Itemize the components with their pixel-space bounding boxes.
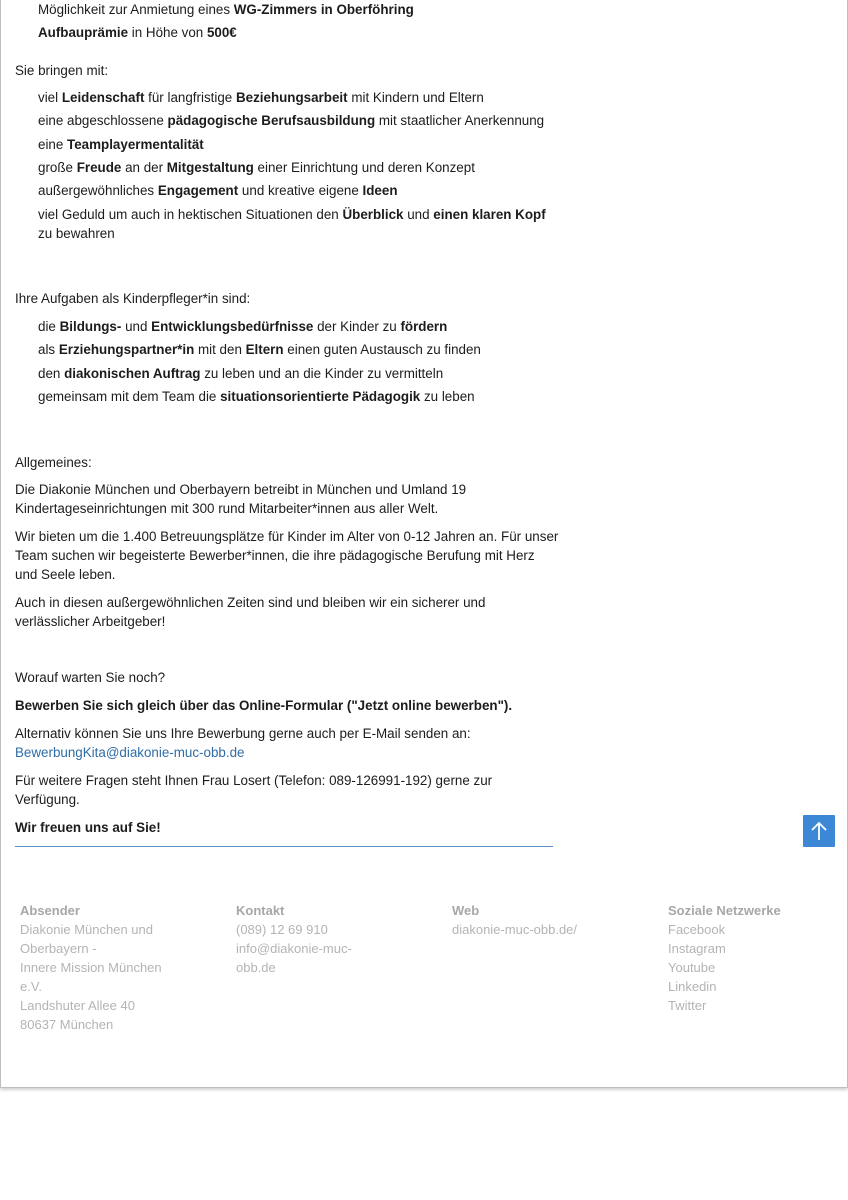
- footer-contact-email-continued[interactable]: obb.de: [236, 960, 276, 975]
- footer-web: [452, 901, 642, 939]
- footer-web-heading: Web: [452, 903, 480, 918]
- social-link-facebook[interactable]: Facebook: [668, 922, 726, 937]
- task-item: die Bildungs- und Entwicklungsbedürfnisse der Kinder zu fördern: [38, 319, 448, 334]
- closing-text: Wir freuen uns auf Sie!: [15, 820, 161, 835]
- footer-sender-heading: Absender: [20, 903, 80, 918]
- profile-item: eine abgeschlossene pädagogische Berufsausbildung mit staatlicher Anerkennung: [38, 113, 545, 128]
- footer-sender-line: 80637 München: [20, 1017, 114, 1032]
- footer-sender-line: e.V.: [20, 979, 42, 994]
- footer-sender-line: Oberbayern -: [20, 941, 97, 956]
- arrow-up-icon: [803, 815, 835, 847]
- profile-item: viel Leidenschaft für langfristige Beziehungsarbeit mit Kindern und Eltern: [38, 90, 484, 105]
- footer-web-link[interactable]: diakonie-muc-obb.de/: [452, 922, 578, 937]
- footer-contact-email[interactable]: info@diakonie-muc-: [236, 941, 352, 956]
- offer-item-bonus: Aufbauprämie in Höhe von 500€: [38, 25, 237, 40]
- footer-sender: [20, 901, 210, 1034]
- tasks-heading: Ihre Aufgaben als Kinderpfleger*in sind:: [15, 291, 251, 306]
- footer-sender-line: Innere Mission München: [20, 960, 162, 975]
- task-item: als Erziehungspartner*in mit den Eltern einen guten Austausch zu finden: [38, 342, 481, 357]
- social-link-twitter[interactable]: Twitter: [668, 998, 707, 1013]
- general-paragraph-3: Auch in diesen außergewöhnlichen Zeiten sind und bleiben wir ein sicherer und verlässlicher Arbeitgeber!: [15, 595, 486, 629]
- footer-contact: [236, 901, 426, 977]
- footer-contact-heading: Kontakt: [236, 903, 285, 918]
- apply-cta: Bewerben Sie sich gleich über das Online-Formular ("Jetzt online bewerben").: [15, 698, 513, 713]
- task-item: gemeinsam mit dem Team die situationsorientierte Pädagogik zu leben: [38, 389, 475, 404]
- general-heading: Allgemeines:: [15, 455, 92, 470]
- footer-contact-phone[interactable]: (089) 12 69 910: [236, 922, 328, 937]
- profile-item: viel Geduld um auch in hektischen Situationen den Überblick und einen klaren Kopf: [38, 207, 546, 222]
- section-divider: [15, 846, 553, 847]
- offer-item-room: Möglichkeit zur Anmietung eines WG-Zimmers in Oberföhring: [38, 2, 414, 17]
- scroll-to-top-button[interactable]: [803, 815, 835, 847]
- questions-paragraph: Für weitere Fragen steht Ihnen Frau Losert (Telefon: 089-126991-192) gerne zur Verfügung.: [15, 773, 493, 807]
- social-link-instagram[interactable]: Instagram: [668, 941, 726, 956]
- general-paragraph-2: Wir bieten um die 1.400 Betreuungsplätze für Kinder im Alter von 0-12 Jahren an. Für unser Team suchen wir begeisterte Bewerber*innen, die ihre pädagogische Berufung mit Herz und Seele leben.: [15, 529, 559, 582]
- profile-item: eine Teamplayermentalität: [38, 137, 204, 152]
- profile-item: außergewöhnliches Engagement und kreative eigene Ideen: [38, 183, 398, 198]
- profile-heading: Sie bringen mit:: [15, 63, 109, 78]
- general-paragraph-1: Die Diakonie München und Oberbayern betreibt in München und Umland 19 Kindertageseinrichtungen mit 300 rund Mitarbeiter*innen aus aller Welt.: [15, 482, 467, 516]
- application-email-link[interactable]: BewerbungKita@diakonie-muc-obb.de: [15, 745, 245, 760]
- profile-item: große Freude an der Mitgestaltung einer Einrichtung und deren Konzept: [38, 160, 475, 175]
- social-link-linkedin[interactable]: Linkedin: [668, 979, 717, 994]
- task-item: den diakonischen Auftrag zu leben und an die Kinder zu vermitteln: [38, 366, 444, 381]
- footer-social: [668, 901, 848, 1015]
- apply-email-paragraph: Alternativ können Sie uns Ihre Bewerbung gerne auch per E-Mail senden an: BewerbungKita@diakonie-muc-obb.de: [15, 726, 471, 760]
- apply-question: Worauf warten Sie noch?: [15, 670, 166, 685]
- social-link-youtube[interactable]: Youtube: [668, 960, 716, 975]
- footer-sender-line: Landshuter Allee 40: [20, 998, 135, 1013]
- footer-social-heading: Soziale Netzwerke: [668, 903, 781, 918]
- profile-item-continued: zu bewahren: [38, 226, 115, 241]
- footer-sender-line: Diakonie München und: [20, 922, 153, 937]
